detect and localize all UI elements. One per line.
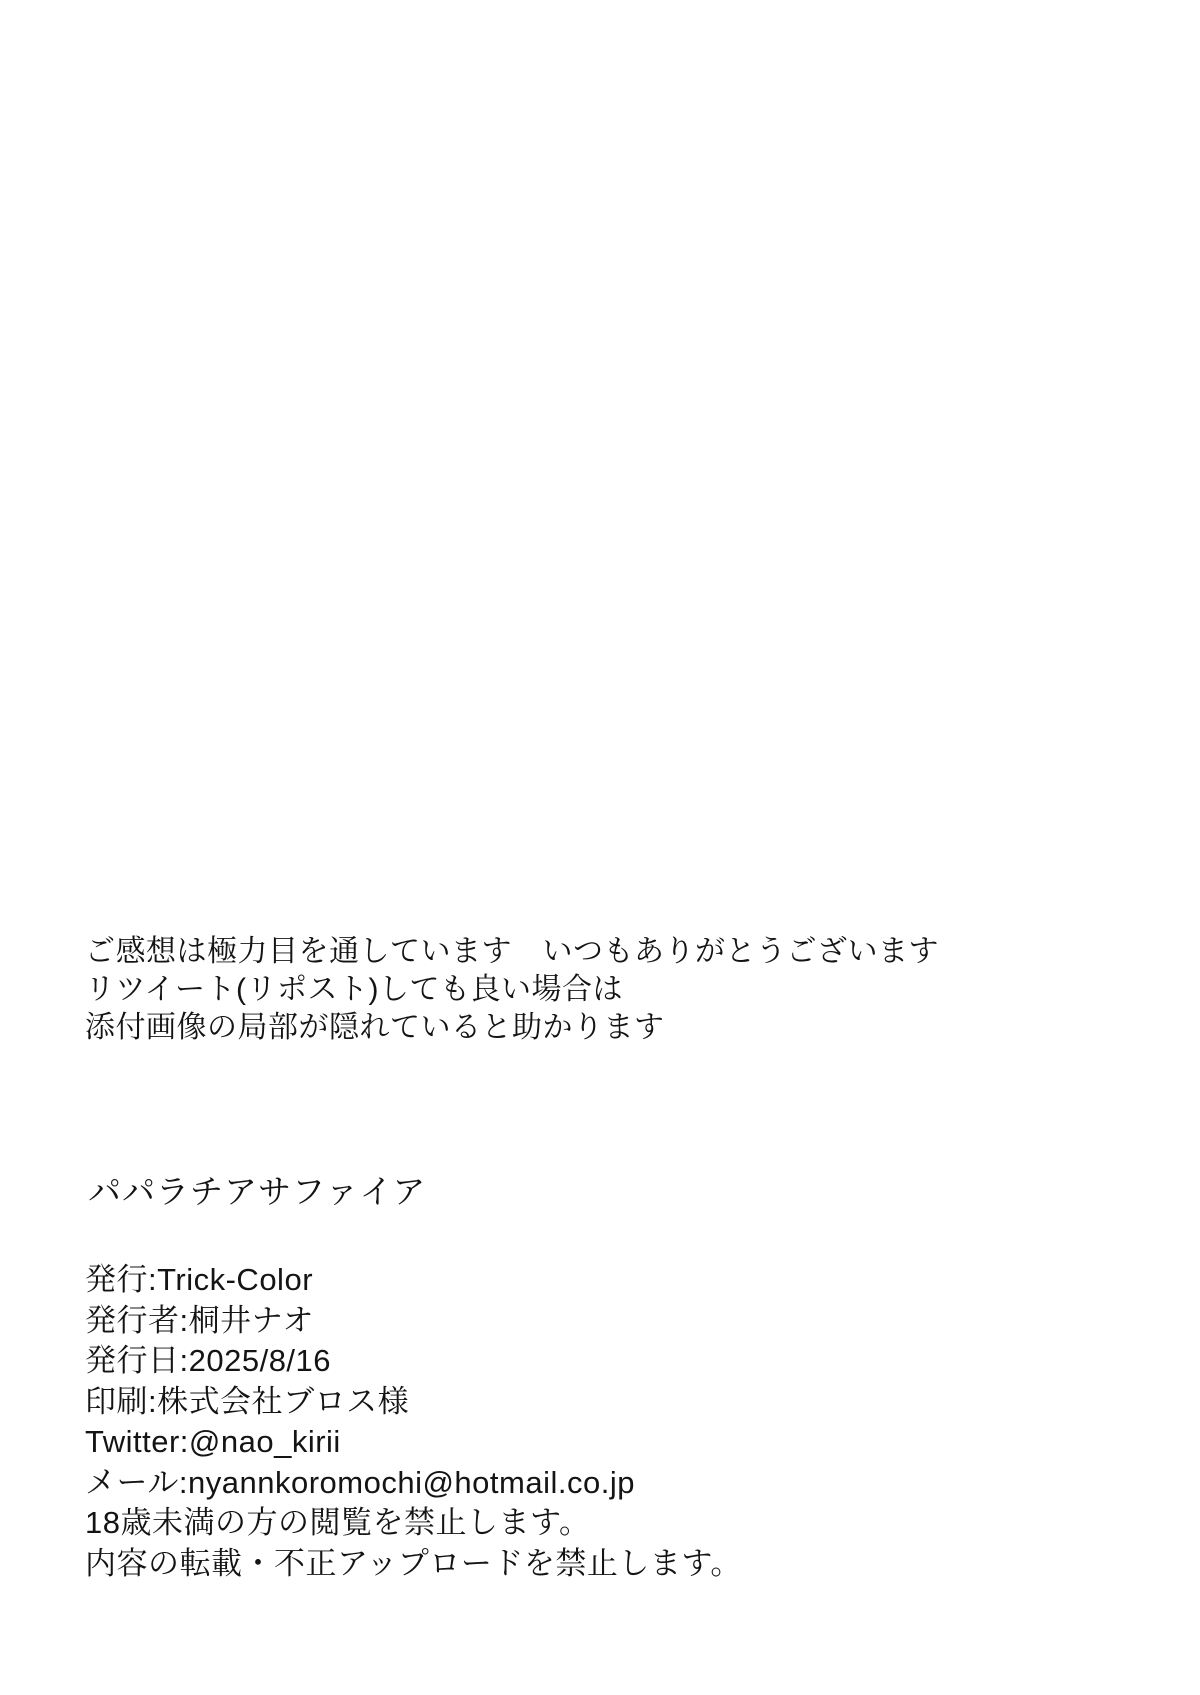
feedback-note-line: 添付画像の局部が隠れていると助かります	[85, 1011, 665, 1044]
colophon-twitter-handle: Twitter:@nao_kirii	[85, 1424, 341, 1459]
colophon-publication-date: 発行日:2025/8/16	[85, 1343, 332, 1378]
colophon-publisher: 発行:Trick-Color	[85, 1262, 314, 1297]
feedback-note-line: リツイート(リポスト)しても良い場合は	[85, 973, 623, 1006]
colophon-author: 発行者:桐井ナオ	[85, 1302, 314, 1338]
colophon-repost-prohibition-notice: 内容の転載・不正アップロードを禁止します。	[85, 1545, 742, 1581]
colophon-block	[85, 1260, 1165, 1584]
colophon-age-restriction-notice: 18歳未満の方の閲覧を禁止します。	[85, 1505, 591, 1540]
colophon-printer: 印刷:株式会社ブロス様	[85, 1383, 410, 1419]
book-title: パパラチアサファイア	[88, 1173, 427, 1210]
colophon-email: メール:nyannkoromochi@hotmail.co.jp	[85, 1464, 635, 1500]
feedback-note-line: ご感想は極力目を通しています いつもありがとうございます	[85, 935, 939, 968]
feedback-note-block	[85, 933, 1165, 1047]
